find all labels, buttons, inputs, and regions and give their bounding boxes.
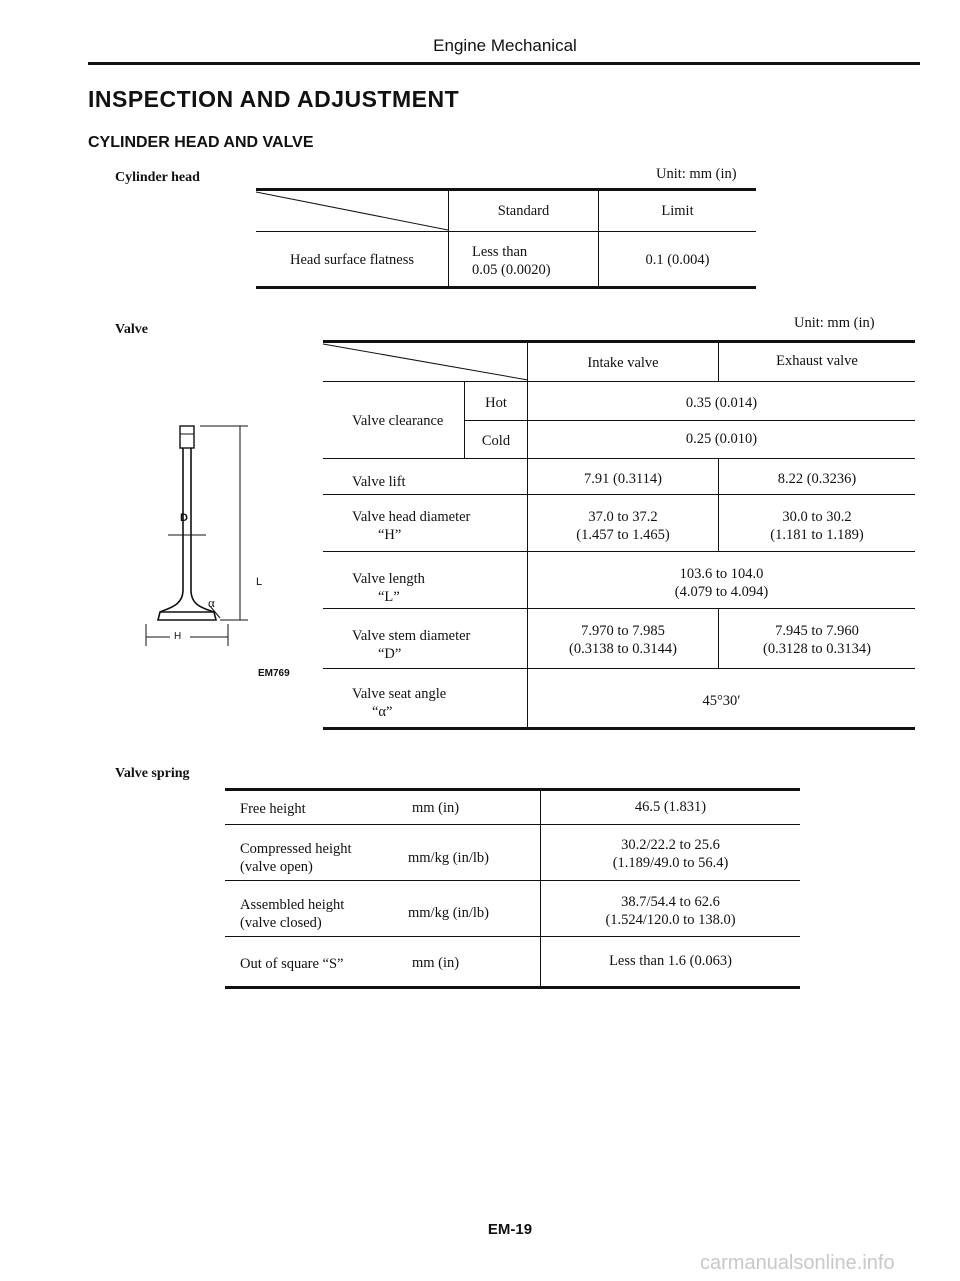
diagram-alpha-label: α (208, 595, 215, 610)
valve-length-label-2: “L” (378, 589, 400, 605)
valve-table-corner-diagonal (323, 342, 528, 382)
valve-head-dia-exhaust-2: (1.181 to 1.189) (770, 527, 864, 543)
valve-cold-value: 0.25 (0.010) (685, 431, 758, 447)
valve-table-rule-5 (323, 668, 915, 669)
spring-row-value-sub: (1.524/120.0 to 138.0) (605, 912, 736, 928)
valve-table-rule-3 (323, 551, 915, 552)
spring-table-rule-1 (225, 824, 800, 825)
valve-seat-label-1: Valve seat angle (352, 686, 447, 702)
cyl-table-bottom-rule (256, 286, 756, 289)
diagram-h-label: H (174, 631, 182, 642)
diagram-code: EM769 (258, 668, 290, 679)
page-header: Engine Mechanical (433, 36, 577, 55)
valve-seat-value: 45°30′ (702, 693, 741, 709)
spring-row-unit: mm/kg (in/lb) (408, 850, 489, 866)
valve-stem-intake-1: 7.970 to 7.985 (581, 623, 665, 639)
valve-stem-intake-2: (0.3138 to 0.3144) (569, 641, 677, 657)
valve-col-intake: Intake valve (587, 355, 659, 371)
valve-table-rule-1 (323, 458, 915, 459)
spring-row-name: Free height (240, 801, 306, 817)
valve-table-hot-cold-rule (464, 420, 915, 421)
valve-head-dia-exhaust-1: 30.0 to 30.2 (782, 509, 852, 525)
valve-table-rule-4 (323, 608, 915, 609)
spring-row-unit: mm/kg (in/lb) (408, 905, 489, 921)
valve-stem-label-1: Valve stem diameter (352, 628, 471, 644)
spring-row-unit: mm (in) (412, 955, 460, 971)
spring-table-bottom-rule (225, 986, 800, 989)
valve-length-value-1: 103.6 to 104.0 (679, 566, 764, 582)
spring-row-value: Less than 1.6 (0.063) (609, 953, 732, 969)
valve-stem-label-2: “D” (378, 646, 402, 662)
page-title: INSPECTION AND ADJUSTMENT (88, 86, 460, 112)
valve-length-label-1: Valve length (352, 571, 425, 587)
cyl-col-limit: Limit (661, 203, 694, 219)
valve-lift-label: Valve lift (352, 474, 406, 490)
valve-head-dia-intake-2: (1.457 to 1.465) (576, 527, 670, 543)
diagram-l-label: L (256, 576, 263, 588)
cylinder-head-label: Cylinder head (115, 170, 200, 185)
valve-diagram (140, 420, 280, 670)
header-rule (88, 62, 920, 65)
spring-row-value: 46.5 (1.831) (634, 799, 707, 815)
cyl-limit-value: 0.1 (0.004) (645, 252, 710, 268)
valve-lift-exhaust: 8.22 (0.3236) (777, 471, 857, 487)
spring-row-value: 38.7/54.4 to 62.6 (621, 894, 720, 910)
valve-seat-label-2: “α” (372, 704, 393, 720)
valve-cold-label: Cold (481, 433, 511, 449)
spring-table-top-rule (225, 788, 800, 791)
cyl-row-label: Head surface flatness (290, 252, 414, 268)
spring-row-name: Compressed height (240, 841, 352, 857)
spring-row-unit: mm (in) (412, 800, 460, 816)
spring-row-name: Out of square “S” (240, 956, 344, 972)
cyl-table-header-rule (256, 231, 756, 232)
spring-row-name-sub: (valve closed) (240, 915, 322, 931)
cyl-standard-line2: 0.05 (0.0020) (472, 262, 551, 278)
valve-table-bottom-rule (323, 727, 915, 730)
spring-row-name-sub: (valve open) (240, 859, 313, 875)
valve-lift-intake: 7.91 (0.3114) (584, 471, 662, 487)
valve-clearance-label: Valve clearance (352, 413, 444, 429)
valve-table-rule-2 (323, 494, 915, 495)
section-title: CYLINDER HEAD AND VALVE (88, 134, 314, 151)
cyl-standard-line1: Less than (472, 244, 528, 260)
spring-table-rule-2 (225, 880, 800, 881)
valve-unit: Unit: mm (in) (794, 315, 875, 331)
valve-head-dia-intake-1: 37.0 to 37.2 (588, 509, 658, 525)
valve-hot-value: 0.35 (0.014) (685, 395, 758, 411)
valve-table-header-rule (323, 381, 915, 382)
cyl-table-corner-diagonal (256, 190, 448, 232)
valve-head-dia-label-1: Valve head diameter (352, 509, 471, 525)
watermark: carmanualsonline.info (700, 1252, 895, 1274)
valve-col-exhaust: Exhaust valve (776, 353, 858, 369)
valve-length-value-2: (4.079 to 4.094) (674, 584, 769, 600)
cyl-col-standard: Standard (497, 203, 550, 219)
valve-hot-label: Hot (485, 395, 507, 411)
spring-row-value-sub: (1.189/49.0 to 56.4) (612, 855, 729, 871)
spring-row-value: 30.2/22.2 to 25.6 (621, 837, 720, 853)
cylinder-head-unit: Unit: mm (in) (656, 166, 737, 182)
diagram-d-label: D (180, 512, 188, 524)
valve-spring-label: Valve spring (115, 766, 190, 781)
valve-head-dia-label-2: “H” (378, 527, 402, 543)
page-footer: EM-19 (487, 1221, 533, 1238)
valve-stem-exhaust-1: 7.945 to 7.960 (775, 623, 859, 639)
valve-label: Valve (115, 322, 148, 337)
spring-table-rule-3 (225, 936, 800, 937)
valve-stem-exhaust-2: (0.3128 to 0.3134) (763, 641, 871, 657)
spring-row-name: Assembled height (240, 897, 345, 913)
